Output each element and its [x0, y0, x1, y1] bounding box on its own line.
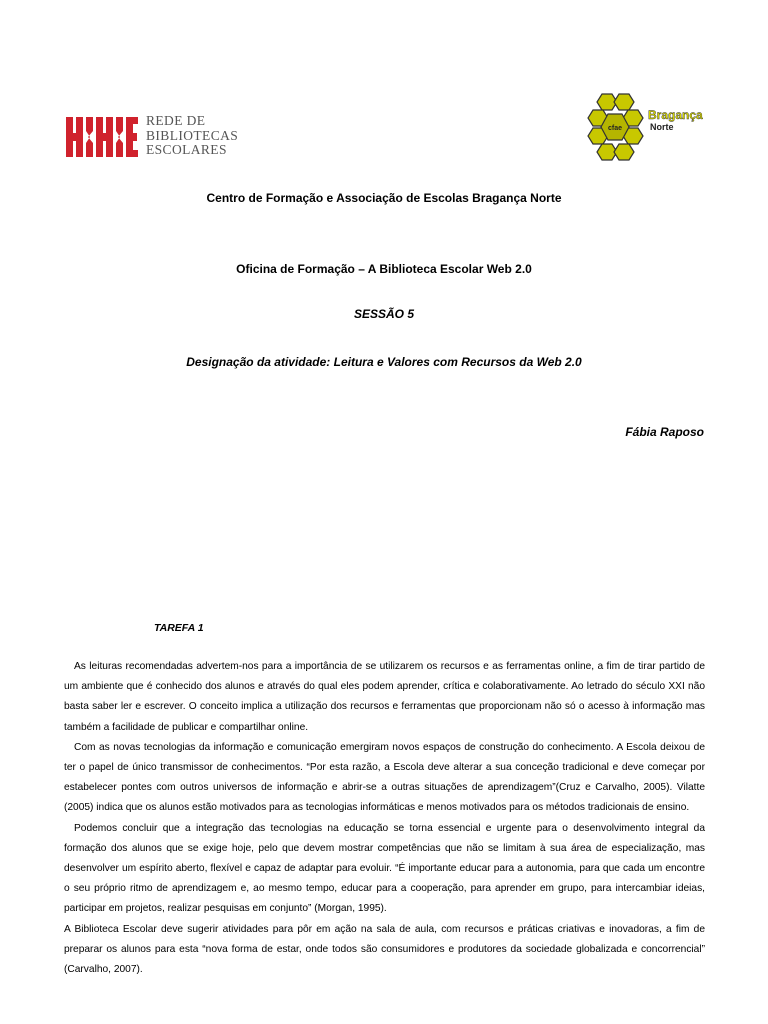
cfae-subname: Norte [650, 122, 674, 132]
rbe-line-1: REDE DE [146, 113, 206, 128]
body-text [64, 657, 705, 980]
paragraph-3: Podemos concluir que a integração das tecnologias na educação se torna essencial e urgente para o desenvolvimento integral da formação dos alunos que se exige hoje, pelo que devem mostrar competências que não se limitam à sua área de especialização, mas desenvolver um espírito aberto, flexível e capaz de adaptar para evoluir. “É importante educar para a autonomia, para que cada um encontre o seu próprio ritmo de aprendizagem e, ao mesmo tempo, educar para a cooperação, para aprender em grupo, para intercambiar ideias, participar em projetos, realizar pesquisas em conjunto” (Morgan, 1995). [64, 822, 705, 915]
paragraph-1: As leituras recomendadas advertem-nos para a importância de se utilizarem os recursos e as ferramentas online, a fim de tirar partido de um ambiente que é conhecido dos alunos e através do qual eles podem aprender, crítica e colaborativamente. Ao letrado do século XXI não basta saber ler e escrever. O conceito implica a utilização dos recursos e ferramentas que proporcionam não só o acesso à informação mas também a facilidade de publicar e compartilhar online. [64, 661, 705, 733]
cfae-badge-text: cfae [607, 125, 623, 132]
cfae-logo [584, 92, 706, 162]
paragraph-4: A Biblioteca Escolar deve sugerir atividades para pôr em ação na sala de aula, com recursos e práticas criativas e inovadoras, a fim de preparar os alunos para esta “nova forma de estar, onde todos são consumidores e produtores da sociedade globalizada e concorrencial” (Carvalho, 2007). [64, 923, 705, 976]
rbe-line-2: BIBLIOTECAS [146, 127, 239, 143]
training-center-name: Centro de Formação e Associação de Escolas Bragança Norte [206, 191, 562, 205]
session-title: SESSÃO 5 [353, 307, 415, 321]
rbe-logo-text [146, 114, 238, 158]
workshop-title: Oficina de Formação – A Biblioteca Escolar Web 2.0 [236, 262, 532, 276]
rbe-logo-mark-icon [66, 117, 138, 157]
rbe-logo [66, 113, 239, 160]
paragraph-2: Com as novas tecnologias da informação e comunicação emergiram novos espaços de construção do conhecimento. A Escola deixou de ter o papel de único transmissor de conhecimentos. “Por esta razão, a Escola deve alterar a sua conceção tradicional e deve começar por estabelecer pontes com outros universos de informação e abrir-se a outras situações de aprendizagem”(Cruz e Carvalho, 2005). Vilatte (2005) indica que os alunos estão motivados para as tecnologias informáticas e menos motivados para os métodos tradicionais de ensino. [64, 741, 705, 814]
task-title: TAREFA 1 [154, 622, 204, 634]
author-name: Fábia Raposo [625, 425, 704, 439]
activity-title: Designação da atividade: Leitura e Valores com Recursos da Web 2.0 [186, 355, 582, 369]
rbe-line-3: ESCOLARES [146, 142, 227, 157]
cfae-name: Bragança [648, 108, 703, 122]
honeycomb-logo-icon [584, 92, 648, 162]
